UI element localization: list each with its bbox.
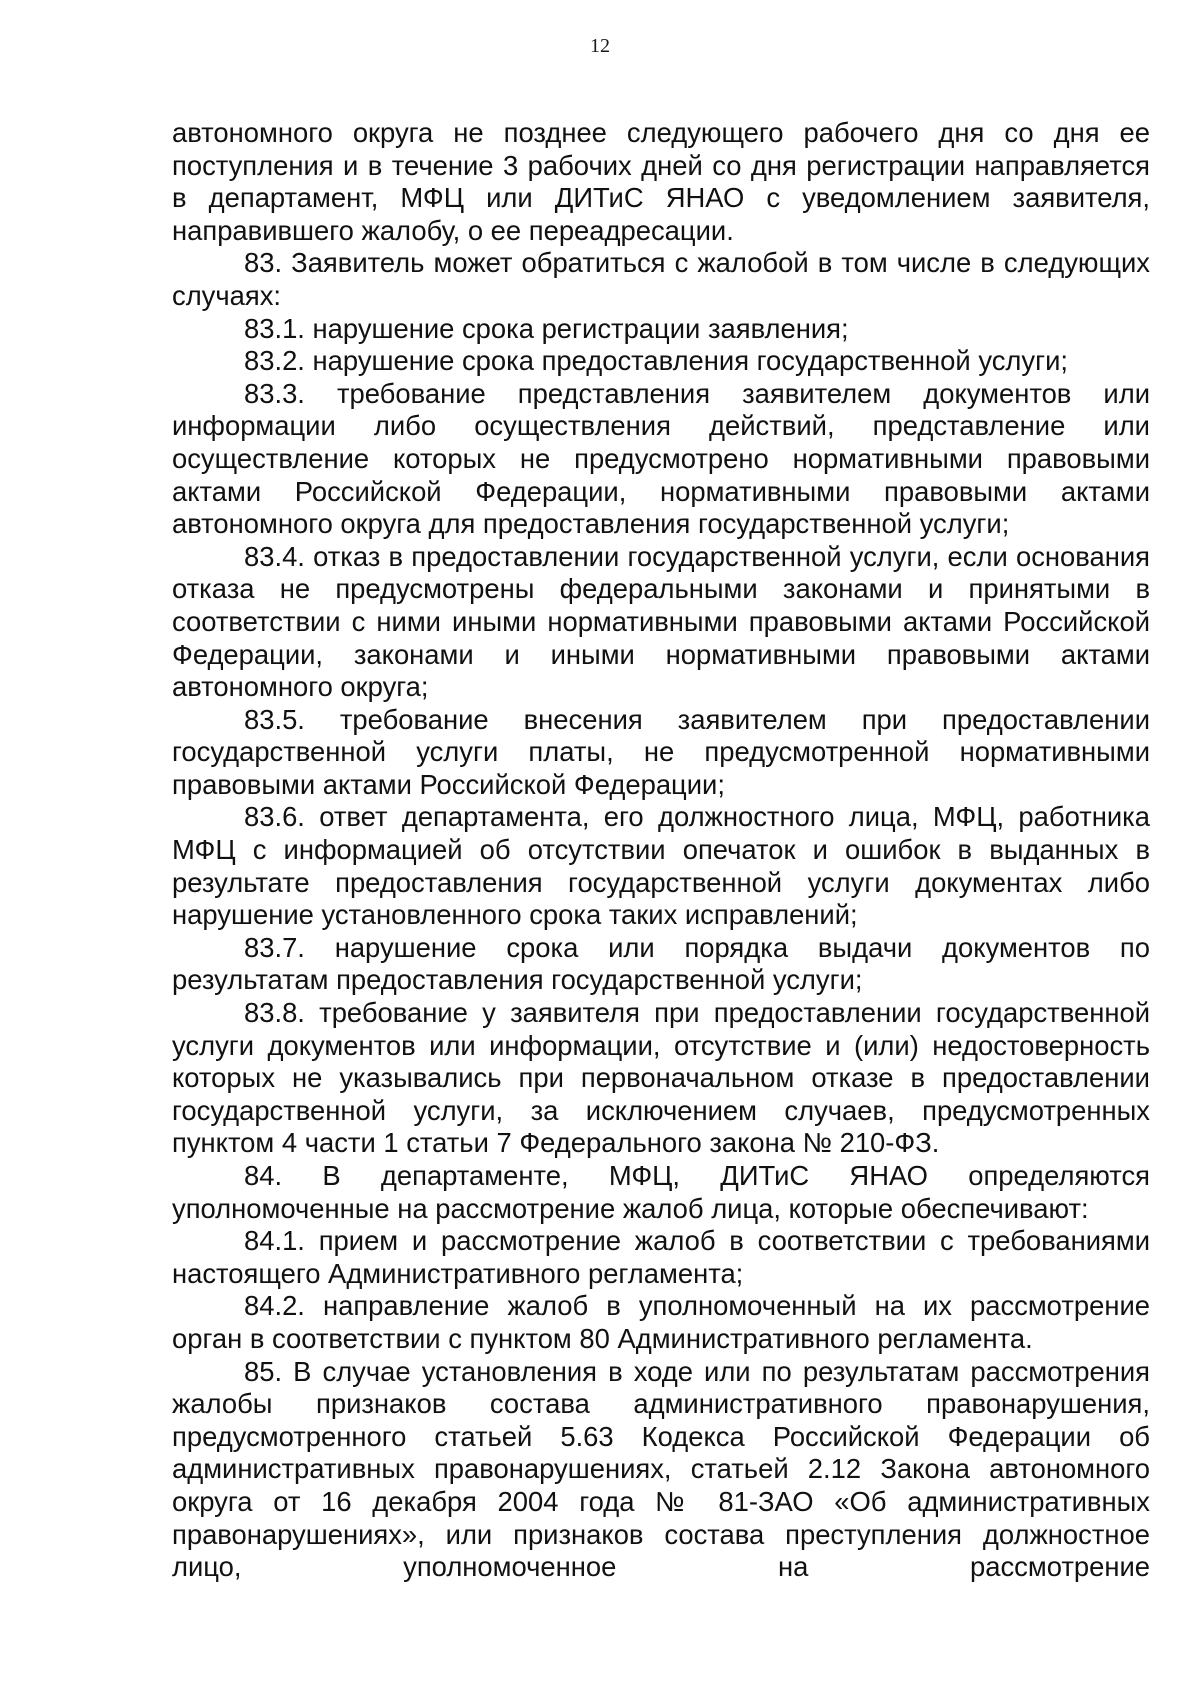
paragraph-84-2: 84.2. направление жалоб в уполномоченный на их рассмотрение орган в соответствии с пунктом 80 Административного регламента. — [172, 1290, 1150, 1354]
paragraph-83-5: 83.5. требование внесения заявителем при предоставлении государственной услуги платы, не предусмотренной нормативными правовыми актами Российской Федерации; — [172, 703, 1150, 800]
page-number: 12 — [590, 35, 610, 57]
paragraph-83-6: 83.6. ответ департамента, его должностного лица, МФЦ, работника МФЦ с информацией об отсутствии опечаток и ошибок в выданных в результате предоставления государственной услуги документах либо нарушение установленного срока таких исправлений; — [172, 801, 1150, 931]
paragraph-83: 83. Заявитель может обратиться с жалобой в том числе в следующих случаях: — [172, 247, 1150, 311]
paragraph-continuation: автономного округа не позднее следующего рабочего дня со дня ее поступления и в течение 3 рабочих дней со дня регистрации направляется в департамент, МФЦ или ДИТиС ЯНАО с уведомлением заявителя, направившего жалобу, о ее переадресации. — [172, 117, 1150, 246]
paragraph-83-7: 83.7. нарушение срока или порядка выдачи документов по результатам предоставления государственной услуги; — [172, 931, 1150, 996]
paragraph-83-4: 83.4. отказ в предоставлении государственной услуги, если основания отказа не предусмотрены федеральными законами и принятыми в соответствии с ними иными нормативными правовыми актами Российской Федерации, законами и иными нормативными правовыми актами автономного округа; — [172, 540, 1150, 703]
paragraph-85: 85. В случае установления в ходе или по результатам рассмотрения жалобы признаков состава административного правонарушения, предусмотренного статьей 5.63 Кодекса Российской Федерации об административных правонарушениях, статьей 2.12 Закона автономного округа от 16 декабря 2004 года № 81-ЗАО «Об административных правонарушениях», или признаков состава преступления должностное лицо, уполномоченное на рассмотрение — [172, 1355, 1150, 1583]
paragraph-83-3: 83.3. требование представления заявителем документов или информации либо осуществления действий, представление или осуществление которых не предусмотрено нормативными правовыми актами Российской Федерации, нормативными правовыми актами автономного округа для предоставления государственной услуги; — [172, 377, 1150, 540]
document-body — [172, 117, 1150, 1584]
paragraph-83-1: 83.1. нарушение срока регистрации заявления; — [244, 312, 849, 344]
paragraph-83-8: 83.8. требование у заявителя при предоставлении государственной услуги документов или информации, отсутствие и (или) недостоверность которых не указывались при первоначальном отказе в предоставлении государственной услуги, за исключением случаев, предусмотренных пунктом 4 части 1 статьи 7 Федерального закона № 210-ФЗ. — [172, 997, 1150, 1159]
paragraph-84: 84. В департаменте, МФЦ, ДИТиС ЯНАО определяются уполномоченные на рассмотрение жалоб лица, которые обеспечивают: — [172, 1160, 1150, 1224]
paragraph-83-2: 83.2. нарушение срока предоставления государственной услуги; — [244, 345, 1068, 377]
paragraph-84-1: 84.1. прием и рассмотрение жалоб в соответствии с требованиями настоящего Административного регламента; — [172, 1225, 1150, 1289]
